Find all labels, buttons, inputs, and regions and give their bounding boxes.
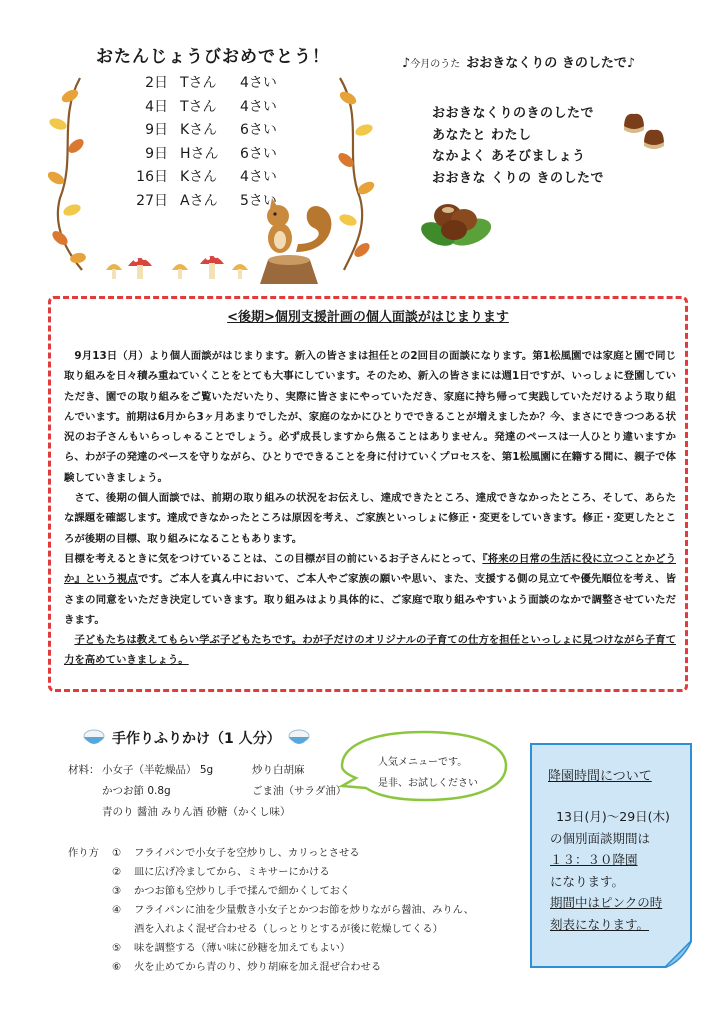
notice-body: 13日(月)～29日(木) の個別面談期間は １３：３０降園 になります。 期間中はピンクの時 刻表になります。	[538, 806, 688, 935]
pickup-time: １３：３０降園	[550, 852, 638, 867]
recipe-step: フライパンに油を少量敷き小女子とかつお節を炒りながら醤油、みりん、	[134, 904, 474, 916]
interview-paragraph: さて、後期の個人面談では、前期の取り組みの状況をお伝えし、達成できたところ、達成できなかったところ、そして、あらたな課題を確認します。達成できなかったところは原因を考え、ご家族といっしょに修正・変更をしていきます。修正・変更したところが後期の目標、取り組みになることもあります。	[64, 492, 677, 545]
recipe-steps: 作り方 ① フライパンで小女子を空炒りし、カリっとさせる ② 皿に広げ冷ましてから、ミキサーにかける ③ かつお節も空炒りし手で揉んで細かくしておく ④ フライパンに油を少量敷き小女子とかつお節を炒りながら醤油、みりん、 酒を入れよく混ぜ合わせる（しっとりとするが後に乾燥してくる） ⑤ 味を調整する（薄い味に砂糖を加えてもよい） ⑥ 火を止めてから青のり、炒り胡麻を加え混ぜ合わせる	[68, 844, 474, 977]
chestnut-burr-icon	[418, 190, 494, 250]
birthday-entry: 2日 Tさん 4さい	[145, 75, 277, 91]
ingredient-item: 小女子（半乾燥品） 5g	[102, 764, 214, 776]
birthday-entry: 16日 Kさん 4さい	[136, 169, 277, 185]
music-note-icon: ♪	[402, 56, 411, 71]
lyric-line: あなたと わたし	[432, 127, 532, 143]
ingredient-item: かつお節 0.8g	[102, 785, 171, 797]
song-name: おおきなくりの きのしたで	[466, 56, 627, 71]
interview-heading: <後期>個別支援計画の個人面談がはじまります	[227, 310, 509, 325]
rice-bowl-icon	[287, 729, 311, 747]
recipe-step: 味を調整する（薄い味に砂糖を加えてもよい）	[134, 942, 351, 954]
birthday-list	[124, 72, 294, 213]
lyric-line: おおきなくりのきのしたで	[432, 106, 595, 121]
ingredient-item: 炒り白胡麻	[252, 764, 305, 776]
ingredient-item: ごま油（サラダ油）	[252, 785, 347, 797]
birthday-title: おたんじょうびおめでとう！	[96, 47, 330, 67]
page-curl-icon	[664, 940, 692, 968]
lyric-line: なかよく あそびましょう	[432, 149, 586, 164]
ingredients-label: 材料：	[68, 764, 100, 776]
music-note-icon: ♪	[626, 56, 636, 71]
interview-body	[64, 346, 676, 671]
emphasis-text: 『将来の日常の生活に役に立つことかどうか』という視点	[64, 552, 676, 586]
chestnut-icon	[620, 108, 670, 152]
recipe-title: 手作りふりかけ（1 人分）	[82, 728, 311, 748]
recipe-step: 酒を入れよく混ぜ合わせる（しっとりとするが後に乾燥してくる）	[134, 923, 443, 935]
interview-paragraph: 9月13日（月）より個人面談がはじまります。新入の皆さまは担任との2回目の面談になります。第1松風園では家庭と園で同じ取り組みを日々積み重ねていくことをとても大事にしています。そのため、新入の皆さまには週1日ですが、いっしょに登園していただき、園での取り組みをご覧いただいたり、実際に皆さまにやっていただき、家庭に持ち帰って実践していただけるよう取り組んでいます。前期は6月から3ヶ月あまりでしたが、家庭のなかにひとりでできることが増えましたか？今、まさにできつつある状況のお子さんもいらっしゃることでしょう。必ず成長しますから焦ることはありません。発達のペースは一人ひとり違いますから、わが子の発達のペースを守りながら、ひとりでできることを身に付けていくプロセスを、第1松風園に在籍する間に、親子で体験していきましょう。	[64, 350, 676, 484]
lyric-line: おおきな くりの きのしたで	[432, 170, 605, 186]
mushroom-icons	[106, 254, 248, 279]
song-title	[402, 52, 635, 71]
rice-bowl-icon	[82, 729, 106, 747]
song-lyrics	[432, 103, 604, 189]
birthday-entry: 9日 Kさん 6さい	[145, 122, 277, 138]
recipe-step: 皿に広げ冷ましてから、ミキサーにかける	[134, 866, 330, 878]
ingredient-item: 青のり 醤油 みりん酒 砂糖（かくし味）	[102, 806, 291, 818]
steps-label: 作り方	[68, 847, 99, 859]
birthday-entry: 27日 Aさん 5さい	[136, 192, 277, 209]
interview-paragraph: 目標を考えるときに気をつけていることは、この目標が目の前にいるお子さんにとって、『将来の日常の生活に役に立つことかどうか』という視点です。ご本人を真ん中において、ご本人やご家族の願いや思い、また、支援する側の見立てや優先順位を考え、皆さまの同意をいただき決定していきます。取り組みはより具体的に、ご家庭で取り組みやすいよう面談のなかで調整させていただきます。	[64, 552, 676, 626]
recipe-step: 火を止めてから青のり、炒り胡麻を加え混ぜ合わせる	[134, 961, 382, 973]
song-prefix: 今月のうた	[410, 59, 461, 70]
recipe-step: かつお節も空炒りし手で揉んで細かくしておく	[134, 885, 351, 897]
recipe-step: フライパンで小女子を空炒りし、カリっとさせる	[134, 847, 360, 859]
interview-paragraph: 子どもたちは教えてもらい学ぶ子どもたちです。わが子だけのオリジナルの子育ての仕方を担任といっしょに見つけながら子育て力を高めていきましょう。	[64, 634, 676, 667]
birthday-entry: 4日 Tさん 4さい	[145, 98, 277, 115]
birthday-entry: 9日 Hさん 6さい	[145, 145, 277, 162]
bubble-text: 人気メニューです。 是非、お試しください	[378, 757, 478, 789]
ingredient-list	[68, 760, 346, 823]
notice-title: 降園時間について	[548, 769, 652, 784]
